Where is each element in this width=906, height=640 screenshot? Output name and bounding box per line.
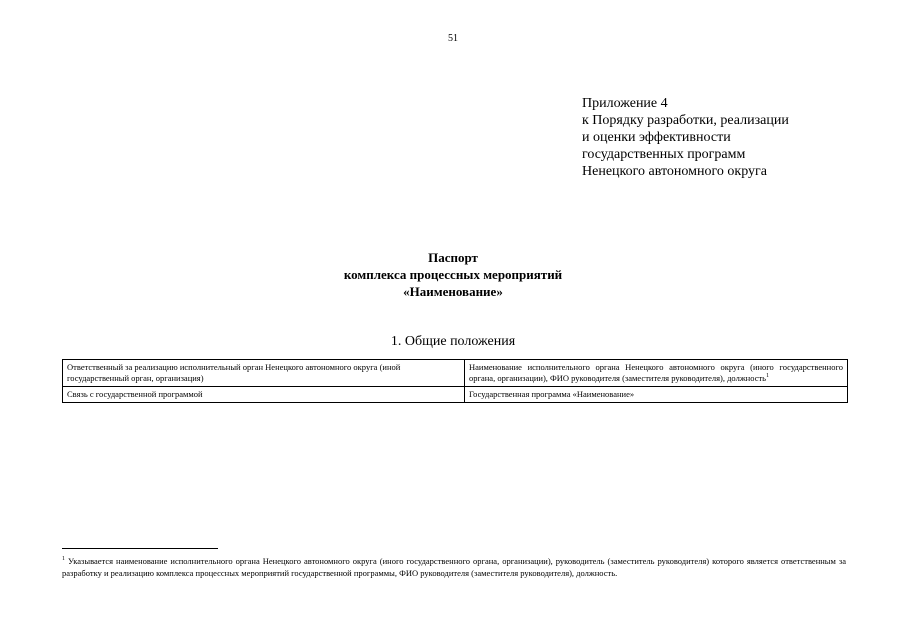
appendix-line: к Порядку разработки, реализации	[582, 113, 789, 128]
footnote-text: Указывается наименование исполнительного органа Ненецкого автономного округа (иного государственного органа, организации), руководитель (заместитель руководителя) которого является ответственным за разработку и реализацию комплекса процессных мероприятий государственной программы, ФИО руководителя (заместителя руководителя), должность.	[62, 556, 846, 578]
title-line: комплекса процессных мероприятий	[343, 267, 563, 282]
title-line: Паспорт	[428, 250, 478, 265]
cell-text: Наименование исполнительного органа Ненецкого автономного округа (иного государственного органа, организации), ФИО руководителя (заместителя руководителя), должность	[469, 362, 843, 383]
footnote-reference: 1	[766, 373, 770, 380]
title-line: «Наименование»	[403, 284, 503, 299]
table-cell	[465, 360, 848, 387]
cell-text: Ответственный за реализацию исполнительный орган Ненецкого автономного округа (иной государственный орган, организация)	[67, 362, 401, 383]
table-cell	[63, 387, 465, 403]
appendix-line: государственных программ	[582, 147, 746, 162]
document-title	[0, 249, 906, 300]
section-heading: 1. Общие положения	[390, 334, 516, 349]
table-cell	[63, 360, 465, 387]
appendix-header	[582, 95, 789, 180]
table-row	[63, 387, 848, 403]
page-number: 51	[448, 33, 458, 44]
table-cell	[465, 387, 848, 403]
footnote	[62, 555, 846, 579]
cell-text: Государственная программа «Наименование»	[469, 389, 635, 399]
appendix-line: и оценки эффективности	[582, 130, 731, 145]
cell-text: Связь с государственной программой	[67, 389, 203, 399]
general-provisions-table	[62, 359, 848, 403]
appendix-line: Приложение 4	[582, 96, 668, 111]
footnote-separator	[62, 548, 218, 549]
appendix-line: Ненецкого автономного округа	[582, 164, 767, 179]
table-row	[63, 360, 848, 387]
footnote-mark: 1	[62, 556, 65, 563]
